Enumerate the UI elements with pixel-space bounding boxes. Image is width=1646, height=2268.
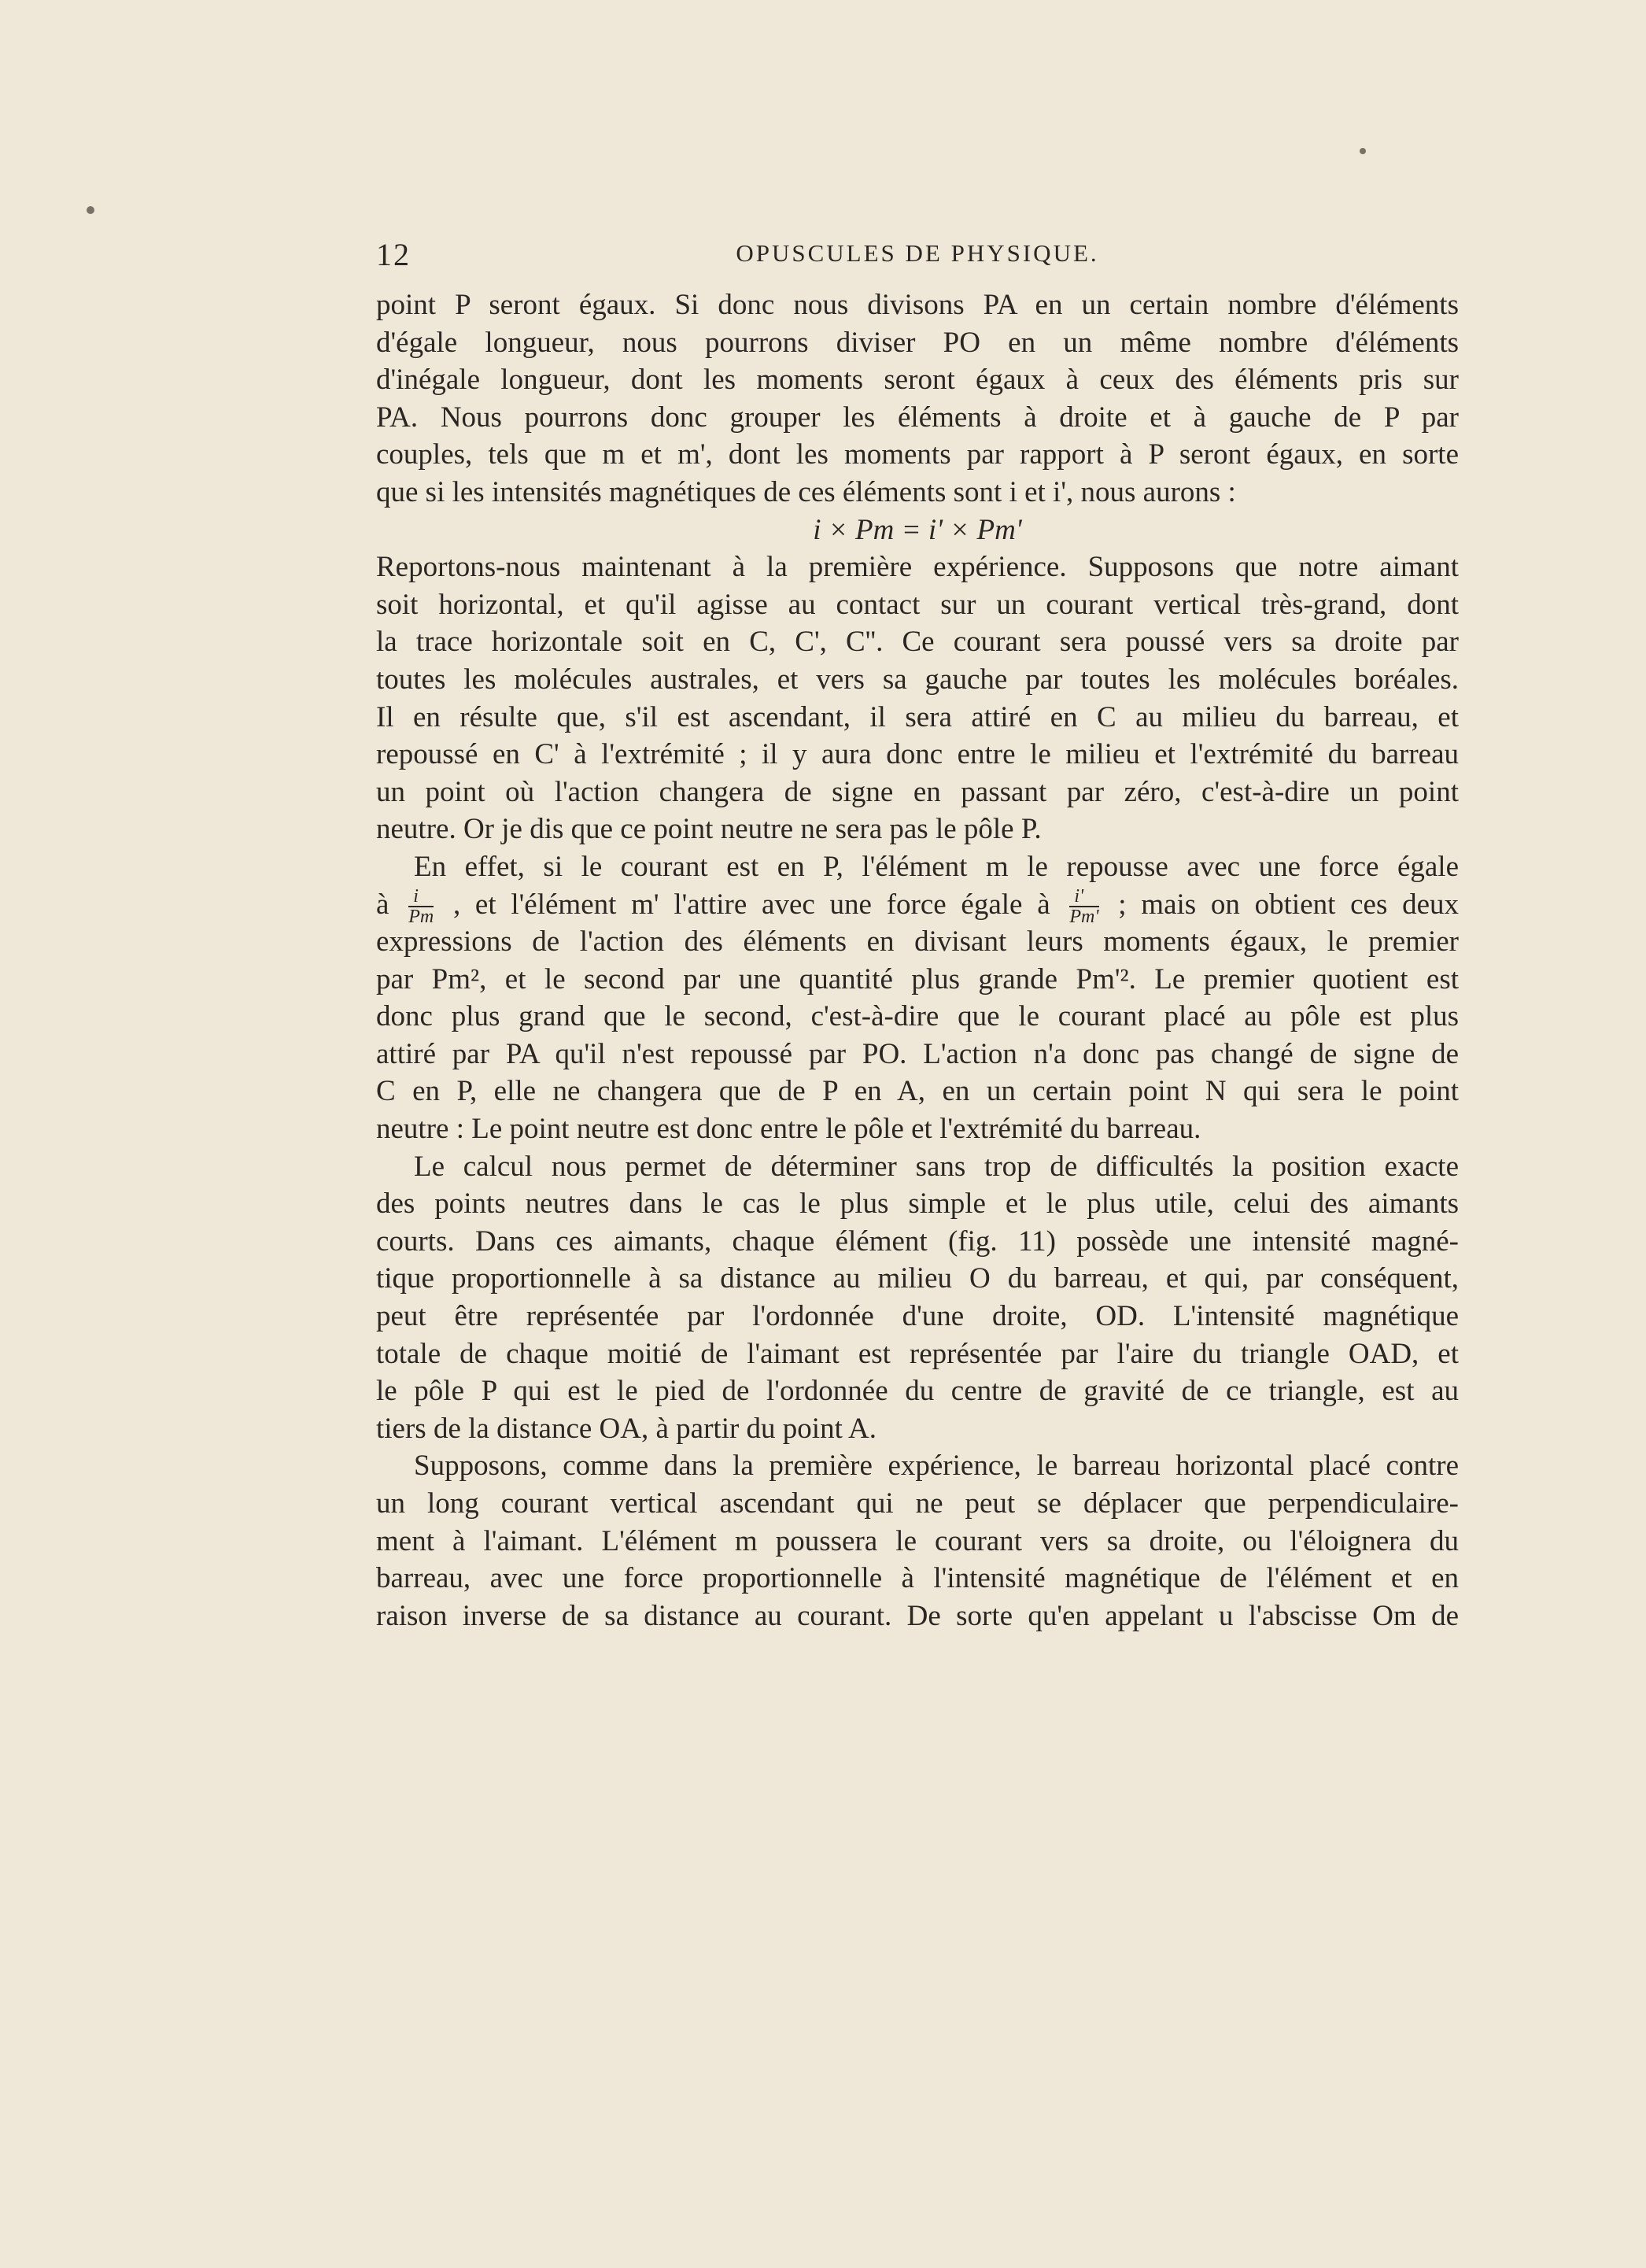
text-line: Supposons, comme dans la première expérience, le barreau horizontal placé contre (414, 1450, 1459, 1483)
text-line: le pôle P qui est le pied de l'ordonnée du centre de gravité de ce triangle, est au (376, 1375, 1459, 1408)
equation: i × Pm = i' × Pm' (813, 513, 1022, 546)
text-line: tique proportionnelle à sa distance au milieu O du barreau, et qui, par conséquent, (376, 1262, 1459, 1295)
text-line: neutre. Or je dis que ce point neutre ne sera pas le pôle P. (376, 813, 1042, 846)
text-line: Le calcul nous permet de déterminer sans trop de difficultés la position exacte (414, 1150, 1459, 1183)
fraction-line (376, 886, 1460, 928)
fraction-numerator: i' (1069, 887, 1098, 907)
page-number: 12 (376, 237, 411, 272)
text-line: totale de chaque moitié de l'aimant est représentée par l'aire du triangle OAD, et (376, 1337, 1459, 1370)
text-line: la trace horizontale soit en C, C', C''. Ce courant sera poussé vers sa droite par (376, 626, 1459, 659)
text-line: PA. Nous pourrons donc grouper les éléments à droite et à gauche de P par (376, 401, 1459, 434)
text-line: Il en résulte que, s'il est ascendant, il sera attiré en C au milieu du barreau, et (376, 700, 1459, 733)
text-line: point P seront égaux. Si donc nous divisons PA en un certain nombre d'éléments (376, 289, 1459, 321)
text-line: toutes les molécules australes, et vers sa gauche par toutes les molécules boréales. (376, 663, 1459, 696)
text-line: d'égale longueur, nous pourrons diviser PO en un même nombre d'éléments (376, 326, 1459, 359)
print-speck (87, 206, 94, 214)
text-line: d'inégale longueur, dont les moments seront égaux à ceux des éléments pris sur (376, 364, 1459, 397)
text-line: un point où l'action changera de signe en passant par zéro, c'est-à-dire un point (376, 775, 1459, 808)
text-line: par Pm², et le second par une quantité plus grande Pm'². Le premier quotient est (376, 962, 1459, 995)
fraction-denominator: Pm (408, 907, 434, 928)
text-line: repoussé en C' à l'extrémité ; il y aura donc entre le milieu et l'extrémité du barreau (376, 738, 1459, 771)
text-line: couples, tels que m et m', dont les moments par rapport à P seront égaux, en sorte (376, 438, 1459, 471)
fraction-i-over-pm (408, 887, 434, 926)
text-line: barreau, avec une force proportionnelle à l'intensité magnétique de l'élément et en (376, 1562, 1459, 1595)
fraction-line-middle: , et l'élément m' l'attire avec une force égale à (452, 888, 1050, 921)
text-line: donc plus grand que le second, c'est-à-dire que le courant placé au pôle est plus (376, 1000, 1459, 1033)
text-line: En effet, si le courant est en P, l'élément m le repousse avec une force égale (414, 850, 1459, 883)
print-speck (1360, 148, 1366, 154)
fraction-line-before: à (376, 888, 389, 921)
fraction-numerator: i (408, 887, 434, 907)
fraction-denominator: Pm' (1069, 907, 1099, 928)
text-line: neutre : Le point neutre est donc entre le pôle et l'extrémité du barreau. (376, 1113, 1201, 1146)
text-line: tiers de la distance OA, à partir du point A. (376, 1412, 877, 1445)
text-line: expressions de l'action des éléments en divisant leurs moments égaux, le premier (376, 925, 1459, 959)
text-line: peut être représentée par l'ordonnée d'une droite, OD. L'intensité magnétique (376, 1300, 1459, 1333)
text-line: Reportons-nous maintenant à la première expérience. Supposons que notre aimant (376, 551, 1459, 584)
text-line: courts. Dans ces aimants, chaque élément (fig. 11) possède une intensité magné- (376, 1224, 1459, 1258)
fraction-line-after: ; mais on obtient ces deux (1118, 888, 1460, 921)
fraction-i-prime-over-pm-prime (1069, 887, 1098, 926)
text-line: ment à l'aimant. L'élément m poussera le courant vers sa droite, ou l'éloignera du (376, 1524, 1459, 1557)
running-title: OPUSCULES DE PHYSIQUE. (736, 239, 1099, 267)
body-text (376, 286, 1459, 1635)
text-line: que si les intensités magnétiques de ces éléments sont i et i', nous aurons : (376, 475, 1236, 508)
text-line: C en P, elle ne changera que de P en A, en un certain point N qui sera le point (376, 1075, 1459, 1108)
text-line: attiré par PA qu'il n'est repoussé par PO. L'action n'a donc pas changé de signe de (376, 1037, 1459, 1070)
text-line: des points neutres dans le cas le plus simple et le plus utile, celui des aimants (376, 1188, 1459, 1221)
text-line: raison inverse de sa distance au courant. De sorte qu'en appelant u l'abscisse Om de (376, 1599, 1459, 1632)
text-line: un long courant vertical ascendant qui ne peut se déplacer que perpendiculaire- (376, 1487, 1459, 1520)
text-line: soit horizontal, et qu'il agisse au contact sur un courant vertical très-grand, dont (376, 588, 1459, 621)
page-header (376, 236, 1459, 272)
